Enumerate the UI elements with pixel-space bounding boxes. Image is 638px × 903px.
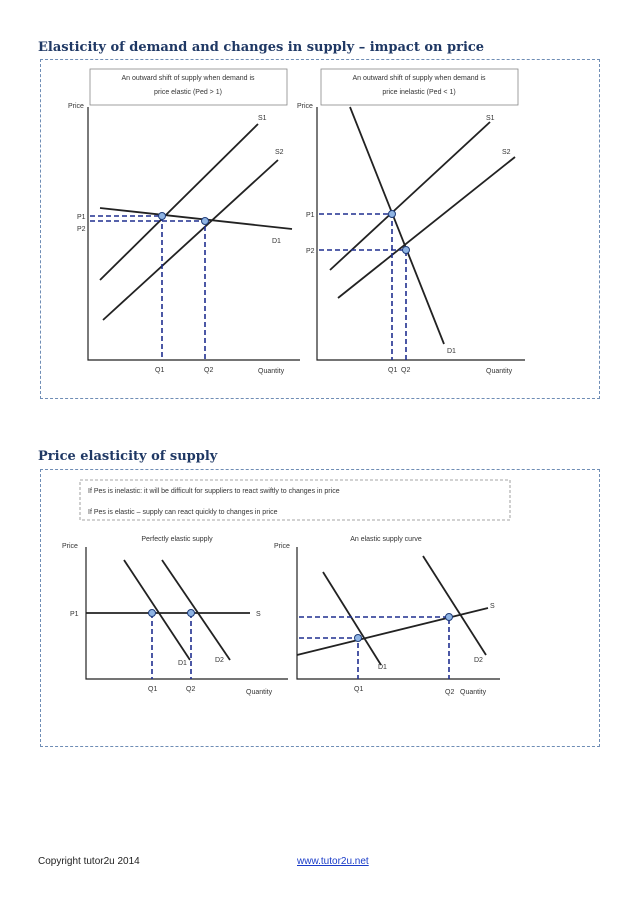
q1-label: Q1	[155, 367, 165, 374]
demand-curve-d1	[323, 572, 381, 665]
caption-line1: An outward shift of supply when demand is	[121, 75, 255, 82]
x-axis-label: Quantity	[460, 689, 487, 696]
equilibrium-point-2	[188, 610, 195, 617]
note-line1: If Pes is inelastic: it will be difficult for suppliers to react swiftly to changes in price	[88, 488, 340, 495]
s2-label: S2	[275, 149, 284, 156]
s2-label: S2	[502, 149, 511, 156]
s-label: S	[490, 603, 495, 610]
p1-label: P1	[70, 611, 79, 618]
d1-label: D1	[272, 238, 281, 245]
p1-label: P1	[77, 214, 86, 221]
supply-curve-s2	[338, 157, 515, 298]
demand-curve-d2	[162, 560, 230, 660]
q2-label: Q2	[204, 367, 214, 374]
q2-label: Q2	[445, 689, 455, 696]
demand-curve-d1	[100, 208, 292, 229]
y-axis-label: Price	[68, 103, 84, 110]
q1-label: Q1	[148, 686, 158, 693]
equilibrium-point-1	[355, 635, 362, 642]
p2-label: P2	[77, 226, 86, 233]
d1-label: D1	[178, 660, 187, 667]
q2-label: Q2	[401, 367, 411, 374]
s-label: S	[256, 611, 261, 618]
s1-label: S1	[258, 115, 267, 122]
section2-heading: Price elasticity of supply	[38, 449, 218, 464]
x-axis-label: Quantity	[258, 368, 285, 375]
diagram-title: An elastic supply curve	[350, 536, 422, 543]
caption-line2: price inelastic (Ped < 1)	[382, 89, 456, 96]
guide-p2-q2	[319, 250, 406, 360]
equilibrium-point-1	[389, 211, 396, 218]
diagram-title: Perfectly elastic supply	[141, 536, 213, 543]
tutor2u-link[interactable]: www.tutor2u.net	[297, 856, 369, 867]
p1-label: P1	[306, 212, 315, 219]
y-axis-label: Price	[297, 103, 313, 110]
axes	[317, 107, 525, 360]
q1-label: Q1	[388, 367, 398, 374]
equilibrium-point-1	[149, 610, 156, 617]
demand-curve-d1	[124, 560, 190, 660]
d1-label: D1	[378, 664, 387, 671]
guide-p-q2	[299, 617, 449, 679]
diagram-elastic-demand	[68, 69, 300, 375]
diagram-inelastic-demand	[297, 69, 525, 375]
supply-curve-s2	[103, 160, 278, 320]
p2-label: P2	[306, 248, 315, 255]
supply-curve-s1	[100, 124, 258, 280]
section1-heading: Elasticity of demand and changes in supply – impact on price	[38, 40, 485, 55]
s1-label: S1	[486, 115, 495, 122]
x-axis-label: Quantity	[486, 368, 513, 375]
equilibrium-point-2	[446, 614, 453, 621]
diagram-perfectly-elastic-supply	[62, 536, 288, 696]
x-axis-label: Quantity	[246, 689, 273, 696]
q1-label: Q1	[354, 686, 364, 693]
guide-p-q1	[299, 638, 358, 679]
equilibrium-point-2	[202, 218, 209, 225]
y-axis-label: Price	[62, 543, 78, 550]
equilibrium-point-2	[403, 247, 410, 254]
guide-p1-q1	[90, 216, 162, 360]
demand-curve-d2	[423, 556, 486, 655]
note-line2: If Pes is elastic – supply can react quickly to changes in price	[88, 509, 278, 516]
supply-curve-s	[297, 608, 488, 655]
d2-label: D2	[474, 657, 483, 664]
axes	[88, 107, 300, 360]
y-axis-label: Price	[274, 543, 290, 550]
equilibrium-point-1	[159, 213, 166, 220]
d1-label: D1	[447, 348, 456, 355]
d2-label: D2	[215, 657, 224, 664]
copyright-text: Copyright tutor2u 2014	[38, 856, 140, 867]
caption-line2: price elastic (Ped > 1)	[154, 89, 222, 96]
footer-link-wrap	[297, 856, 369, 867]
guide-p1-q1	[319, 214, 392, 360]
caption-line1: An outward shift of supply when demand is	[352, 75, 486, 82]
diagram-elastic-supply-curve	[274, 536, 500, 696]
q2-label: Q2	[186, 686, 196, 693]
